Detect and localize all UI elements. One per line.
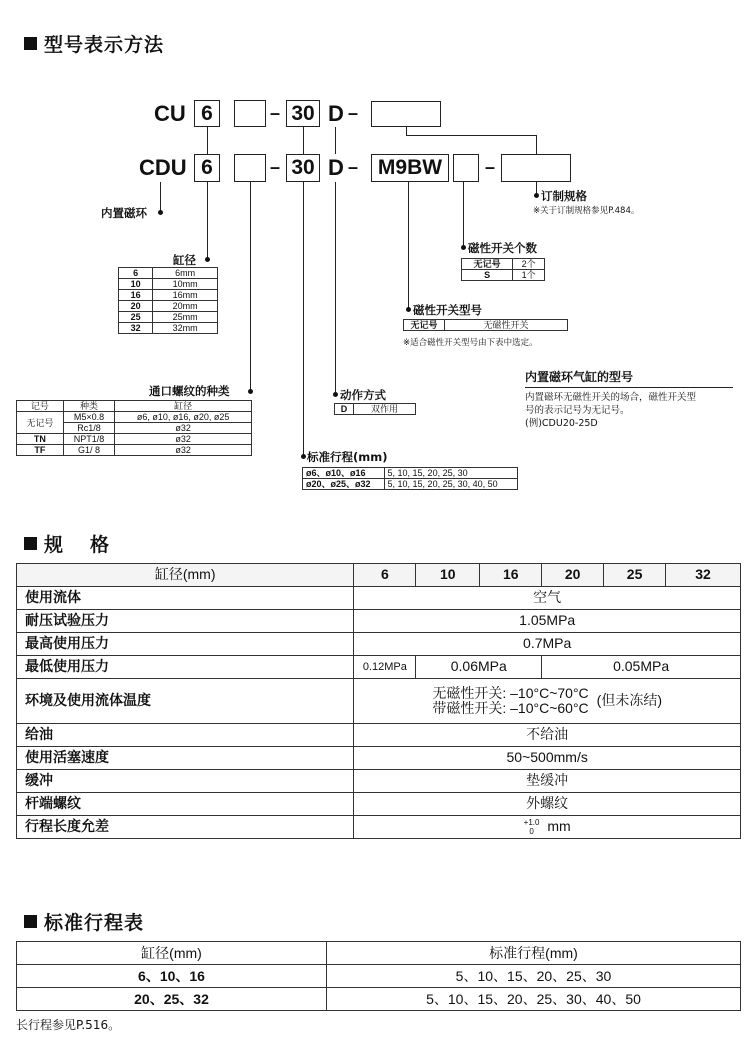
divider bbox=[525, 387, 733, 388]
table-row: Rc1/8 ø32 bbox=[17, 423, 252, 434]
code-action-1: D bbox=[328, 101, 344, 126]
magnet-model-text: 内置磁环无磁性开关的场合，磁性开关型 号的表示记号为无记号。 (例)CDU20-25D bbox=[525, 392, 697, 429]
code-box-bore-1: 6 bbox=[194, 100, 220, 127]
code-dash: – bbox=[270, 103, 281, 123]
table-row: D 双作用 bbox=[335, 404, 416, 415]
table-row: 缸径(mm) 6 10 16 20 25 32 bbox=[17, 564, 741, 587]
code-action-2: D bbox=[328, 155, 344, 180]
table-row: ø20、ø25、ø32 5, 10, 15, 20, 25, 30, 40, 50 bbox=[303, 479, 518, 490]
leader-line bbox=[335, 127, 336, 154]
code-box-blank-1 bbox=[234, 100, 266, 127]
leader-line bbox=[303, 127, 304, 154]
table-row: ø6、ø10、ø16 5, 10, 15, 20, 25, 30 bbox=[303, 468, 518, 479]
table-row: 最高使用压力 0.7MPa bbox=[17, 633, 741, 656]
table-row: 缸径(mm) 标准行程(mm) bbox=[17, 942, 741, 965]
code-box-bore-2: 6 bbox=[194, 154, 220, 182]
action-table bbox=[334, 403, 416, 415]
code-dash: – bbox=[485, 157, 496, 177]
custom-note: ※关于订制规格参见P.484。 bbox=[533, 206, 640, 216]
table-row: 6 6mm bbox=[119, 268, 218, 279]
label-port: 通口螺纹的种类 bbox=[149, 384, 230, 398]
leader-line bbox=[335, 182, 336, 395]
leader-line bbox=[406, 135, 536, 136]
standard-stroke-table bbox=[16, 941, 741, 1011]
table-row: 使用活塞速度 50~500mm/s bbox=[17, 747, 741, 770]
section-title-stroke: 标准行程表 bbox=[24, 908, 144, 935]
leader-line bbox=[536, 135, 537, 154]
code-box-stroke-1: 30 bbox=[286, 100, 320, 127]
code-box-switch: M9BW bbox=[371, 154, 449, 182]
leader-line bbox=[408, 182, 409, 310]
code-box-stroke-2: 30 bbox=[286, 154, 320, 182]
table-row: 无记号 无磁性开关 bbox=[404, 320, 568, 331]
leader-dot bbox=[461, 245, 466, 250]
section-title-spec: 规 格 bbox=[24, 530, 110, 557]
label-bore: 缸径 bbox=[173, 253, 196, 267]
label-stroke: 标准行程(mm) bbox=[307, 450, 388, 464]
table-row: 20、25、32 5、10、15、20、25、30、40、50 bbox=[17, 988, 741, 1011]
leader-line bbox=[160, 182, 161, 212]
leader-dot bbox=[301, 454, 306, 459]
square-bullet-icon bbox=[24, 915, 37, 928]
code-dash: – bbox=[270, 157, 281, 177]
code-box-switch-count bbox=[453, 154, 479, 182]
label-switch-model: 磁性开关型号 bbox=[413, 303, 482, 317]
code-prefix-cu: CU bbox=[154, 101, 186, 126]
table-row: 记号 种类 缸径 bbox=[17, 401, 252, 412]
bore-table bbox=[118, 267, 218, 334]
label-custom: 订制规格 bbox=[541, 189, 587, 203]
code-box-blank-2 bbox=[234, 154, 266, 182]
leader-dot bbox=[158, 210, 163, 215]
table-row: S 1个 bbox=[462, 270, 545, 281]
code-prefix-cdu: CDU bbox=[139, 155, 187, 180]
leader-line bbox=[406, 127, 407, 135]
table-row: 32 32mm bbox=[119, 323, 218, 334]
switch-model-table bbox=[403, 319, 568, 331]
spec-table bbox=[16, 563, 741, 839]
code-dash: – bbox=[348, 103, 359, 123]
label-magnet: 内置磁环 bbox=[101, 206, 147, 220]
leader-line bbox=[303, 182, 304, 457]
leader-dot bbox=[406, 307, 411, 312]
code-dash: – bbox=[348, 157, 359, 177]
code-box-custom-1 bbox=[371, 101, 441, 127]
stroke-footnote: 长行程参见P.516。 bbox=[16, 1018, 121, 1032]
table-row: 无记号 2个 bbox=[462, 259, 545, 270]
table-row: TF G1/ 8 ø32 bbox=[17, 445, 252, 456]
label-switch-count: 磁性开关个数 bbox=[468, 241, 537, 255]
table-row: 行程长度允差 +1.0 0 mm bbox=[17, 816, 741, 839]
table-row: 20 20mm bbox=[119, 301, 218, 312]
table-row: 缓冲 垫缓冲 bbox=[17, 770, 741, 793]
table-row: 耐压试验压力 1.05MPa bbox=[17, 610, 741, 633]
section-title-model: 型号表示方法 bbox=[24, 30, 164, 57]
table-row: TN NPT1/8 ø32 bbox=[17, 434, 252, 445]
leader-line bbox=[463, 182, 464, 248]
table-row: 使用流体 空气 bbox=[17, 587, 741, 610]
leader-dot bbox=[248, 389, 253, 394]
switch-count-table bbox=[461, 258, 545, 281]
label-action: 动作方式 bbox=[340, 388, 386, 402]
switch-model-note: ※适合磁性开关型号由下表中选定。 bbox=[403, 338, 538, 348]
stroke-mini-table bbox=[302, 467, 518, 490]
table-row: 16 16mm bbox=[119, 290, 218, 301]
leader-dot bbox=[205, 257, 210, 262]
leader-dot bbox=[333, 392, 338, 397]
table-row: 6、10、16 5、10、15、20、25、30 bbox=[17, 965, 741, 988]
leader-line bbox=[207, 182, 208, 260]
leader-dot bbox=[534, 193, 539, 198]
table-row: 杆端螺纹 外螺纹 bbox=[17, 793, 741, 816]
leader-line bbox=[207, 127, 208, 154]
square-bullet-icon bbox=[24, 537, 37, 550]
code-box-custom-2 bbox=[501, 154, 571, 182]
port-table bbox=[16, 400, 252, 456]
table-row: 无记号 M5×0.8 ø6, ø10, ø16, ø20, ø25 bbox=[17, 412, 252, 423]
table-row: 环境及使用流体温度 无磁性开关: –10°C~70°C 带磁性开关: –10°C~60°C (但未冻结) bbox=[17, 679, 741, 724]
square-bullet-icon bbox=[24, 37, 37, 50]
table-row: 10 10mm bbox=[119, 279, 218, 290]
table-row: 25 25mm bbox=[119, 312, 218, 323]
leader-line bbox=[250, 182, 251, 392]
magnet-model-title: 内置磁环气缸的型号 bbox=[525, 370, 634, 384]
table-row: 给油 不给油 bbox=[17, 724, 741, 747]
table-row: 最低使用压力 0.12MPa 0.06MPa 0.05MPa bbox=[17, 656, 741, 679]
